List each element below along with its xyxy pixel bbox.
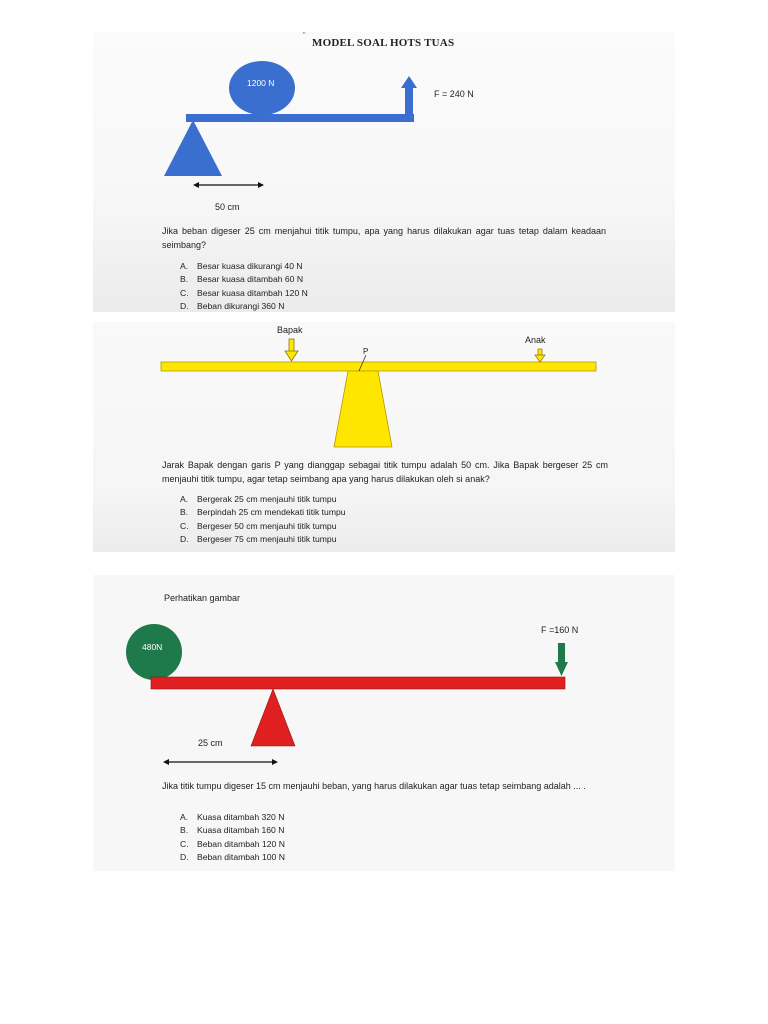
option-a: A. Bergerak 25 cm menjauhi titik tumpu <box>180 494 337 504</box>
label-bapak: Bapak <box>277 325 303 335</box>
bapak-arrow-shaft <box>289 339 294 352</box>
option-c: C. Bergeser 50 cm menjauhi titik tumpu <box>180 520 337 531</box>
fulcrum-triangle <box>164 120 222 176</box>
seesaw-beam <box>161 362 596 371</box>
seesaw-fulcrum <box>334 371 392 447</box>
lever-beam <box>186 114 414 122</box>
question-panel-2 <box>93 322 675 552</box>
load-label: 1200 N <box>247 78 275 88</box>
option-b: B. Kuasa ditambah 160 N <box>180 825 285 836</box>
fulcrum-triangle <box>251 689 295 746</box>
option-c: C. Besar kuasa ditambah 120 N <box>180 287 308 298</box>
option-a: A. Besar kuasa dikurangi 40 N <box>180 261 303 271</box>
force-arrow-shaft <box>558 643 565 663</box>
option-a: A. Kuasa ditambah 320 N <box>180 812 285 822</box>
options-list-1 <box>180 260 308 312</box>
bapak-arrow-head <box>285 351 298 361</box>
option-b: B. Besar kuasa ditambah 60 N <box>180 274 304 285</box>
options-list-3 <box>180 811 285 865</box>
option-d: D. Beban dikurangi 360 N <box>180 301 285 312</box>
distance-label: 25 cm <box>198 738 223 748</box>
question-panel-3 <box>93 575 675 871</box>
anak-arrow-shaft <box>538 349 542 355</box>
option-b: B. Berpindah 25 cm mendekati titik tumpu <box>180 507 346 518</box>
title-mark: " <box>303 32 306 39</box>
distance-label: 50 cm <box>215 202 240 212</box>
question-panel-1 <box>93 32 675 312</box>
load-label: 480N <box>142 642 163 652</box>
lever-beam <box>151 677 565 689</box>
force-label: F =160 N <box>541 625 579 635</box>
intro-text: Perhatikan gambar <box>164 593 241 603</box>
question-text-1: Jika beban digeser 25 cm menjahui titik tumpu, apa yang harus dilakukan agar tuas tetap dalam keadaan seimbang? <box>162 226 606 250</box>
label-p: P <box>363 347 369 356</box>
page-title: MODEL SOAL HOTS TUAS <box>312 37 455 49</box>
load-ball <box>126 624 182 680</box>
force-label: F = 240 N <box>434 89 474 99</box>
force-arrow-head <box>401 76 417 88</box>
load-ball <box>229 61 295 115</box>
option-c: C. Beban ditambah 120 N <box>180 838 285 849</box>
question-text-3: Jika titik tumpu digeser 15 cm menjauhi beban, yang harus dilakukan agar tuas tetap seimbang adalah ... . <box>162 781 586 791</box>
question-text-2: Jarak Bapak dengan garis P yang dianggap sebagai titik tumpu adalah 50 cm. Jika Bapak bergeser 25 cm menjauhi titik tumpu, agar tetap seimbang apa yang harus dilakukan oleh si anak? <box>162 460 608 484</box>
force-arrow-head <box>555 662 568 676</box>
force-arrow-shaft <box>405 88 413 122</box>
label-anak: Anak <box>525 335 546 345</box>
anak-arrow-head <box>535 355 545 362</box>
option-d: D. Beban ditambah 100 N <box>180 852 285 863</box>
option-d: D. Bergeser 75 cm menjauhi titik tumpu <box>180 534 337 545</box>
options-list-2 <box>180 493 346 547</box>
